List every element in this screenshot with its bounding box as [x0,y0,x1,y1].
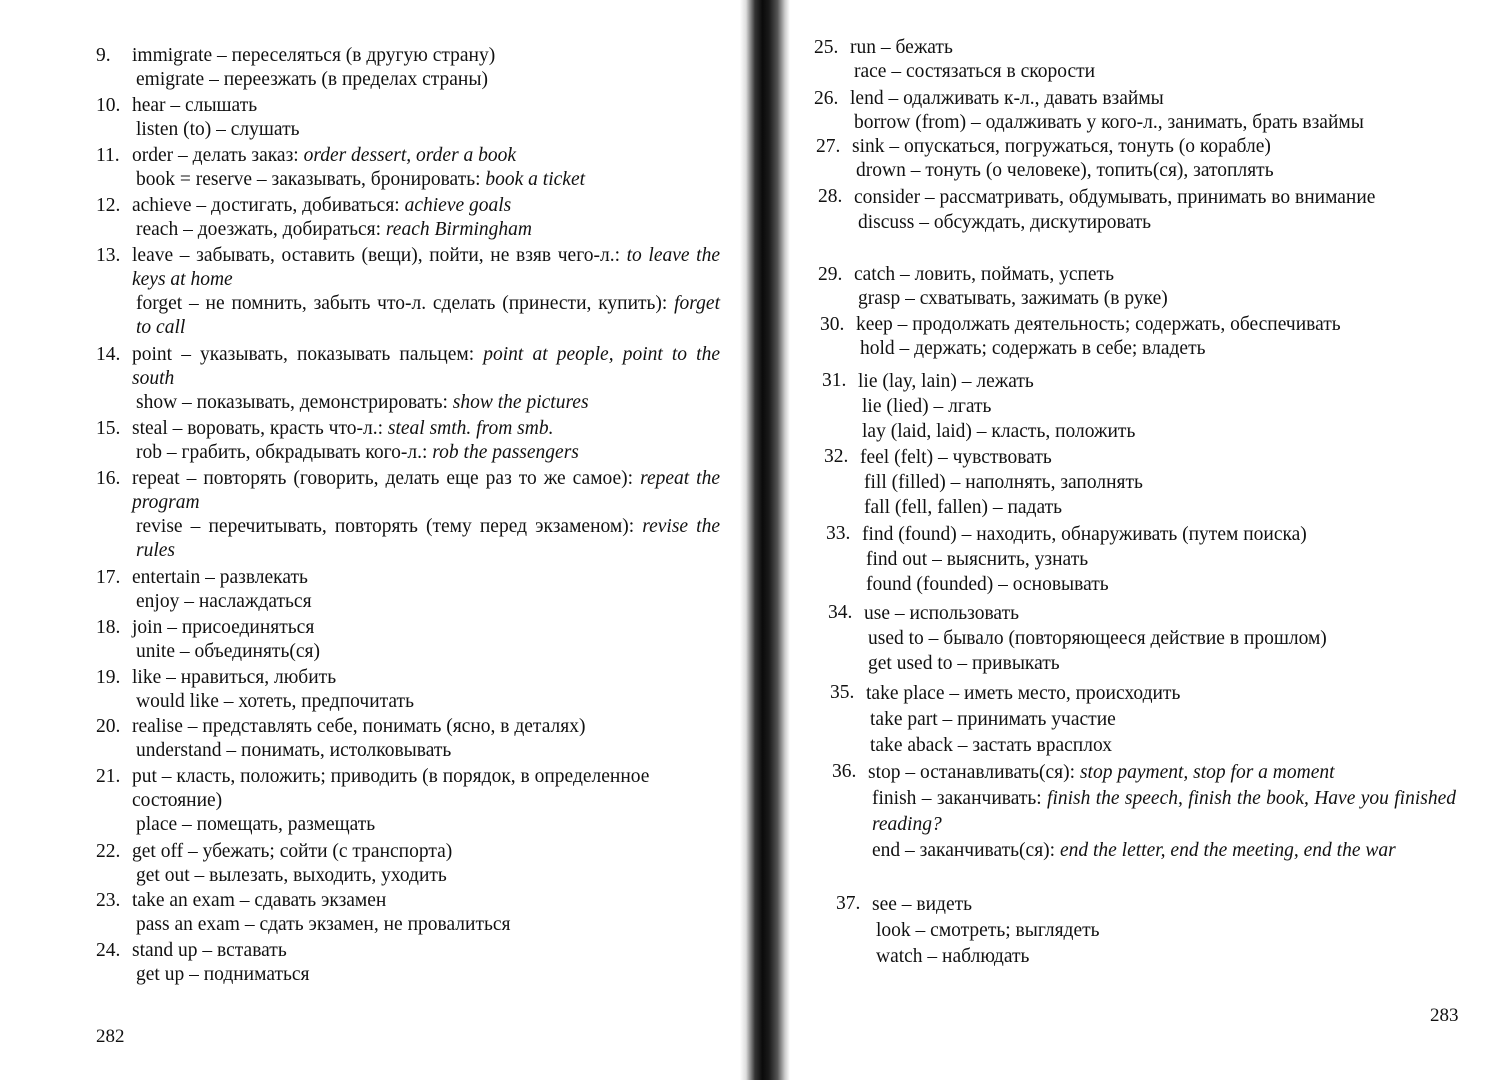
term-sub: reach – доезжать, добираться: [136,219,386,240]
example-text: to leave the keys at home [132,245,721,290]
term-sub: get up – подниматься [136,964,310,985]
entry-number: 12. [96,195,121,216]
entry-number: 18. [96,617,121,638]
entry-14 [96,343,720,415]
page-number-left: 282 [96,1026,125,1047]
entry-12 [96,194,726,242]
term-sub: used to – бывало (повторяющееся действие в прошлом) [868,628,1327,649]
example-text: book a ticket [485,169,586,190]
example-text: steal smth. from smb. [387,418,554,439]
entry-number: 27. [816,136,841,157]
example-text: order dessert, order a book [303,145,517,166]
entry-number: 16. [96,468,121,489]
term-sub: hold – держать; содержать в себе; владеть [860,338,1206,359]
entry-number: 23. [96,890,121,911]
entry-9 [96,44,726,92]
term-sub: lie (lied) – лгать [862,396,992,417]
term-sub: fill (filled) – наполнять, заполнять [864,472,1143,493]
term-sub: understand – понимать, истолковывать [136,740,452,761]
right-page [790,0,1502,1080]
term-main: run – бежать [850,37,953,58]
term-sub: would like – хотеть, предпочитать [136,691,414,712]
entry-number: 34. [828,602,853,623]
entry-number: 37. [836,893,861,914]
entry-number: 20. [96,716,121,737]
term-main: keep – продолжать деятельность; содержать, обеспечивать [856,314,1341,335]
entry-number: 14. [96,344,121,365]
entry-number: 26. [814,88,839,109]
term-main: take place – иметь место, происходить [866,683,1181,704]
example-text: show the pictures [452,392,589,413]
example-text: reach Birmingham [385,219,532,240]
term-main: sink – опускаться, погружаться, тонуть (о корабле) [852,136,1271,157]
entry-15 [96,417,726,465]
term-sub: discuss – обсуждать, дискутировать [858,212,1152,233]
term-sub: fall (fell, fallen) – падать [864,497,1063,518]
term-sub: lay (laid, laid) – класть, положить [862,421,1136,442]
term-sub: forget – не помнить, забыть что-л. сделать (принести, купить): [136,293,675,314]
entry-21 [96,765,724,837]
entry-22 [96,840,726,888]
term-sub: end – заканчивать(ся): [872,840,1060,861]
term-sub: book = reserve – заказывать, бронировать: [136,169,486,190]
term-sub: listen (to) – слушать [136,119,300,140]
entry-20 [96,715,726,763]
term-main: hear – слышать [132,95,258,116]
entry-24 [96,939,726,987]
term-main: join – присоединяться [132,617,315,638]
entry-25 [814,36,1484,84]
entry-number: 36. [832,761,857,782]
term-sub: grasp – схватывать, зажимать (в руке) [858,288,1168,309]
entry-13 [96,244,720,340]
term-sub: look – смотреть; выглядеть [876,920,1100,941]
example-text: achieve goals [404,195,512,216]
term-sub: take aback – застать врасплох [870,735,1112,756]
entry-number: 29. [818,264,843,285]
term-main: catch – ловить, поймать, успеть [854,264,1114,285]
entry-number: 32. [824,446,849,467]
term-sub: drown – тонуть (о человеке), топить(ся), затоплять [856,160,1274,181]
entry-17 [96,566,726,614]
term-sub: revise – перечитывать, повторять (тему перед экзаменом): [136,516,643,537]
term-main: steal – воровать, красть что-л.: [132,418,388,439]
term-sub: take part – принимать участие [870,709,1116,730]
entry-number: 21. [96,766,121,787]
entry-number: 13. [96,245,121,266]
term-sub: emigrate – переезжать (в пределах страны) [136,69,488,90]
entry-29 [818,263,1484,311]
entry-number: 22. [96,841,121,862]
term-main: point – указывать, показывать пальцем: [132,344,484,365]
entry-28 [818,185,1440,235]
example-text: rob the passengers [432,442,579,463]
term-main: like – нравиться, любить [132,667,337,688]
term-main: find (found) – находить, обнаруживать (путем поиска) [862,524,1307,545]
term-sub: unite – объединять(ся) [136,641,320,662]
term-main: entertain – развлекать [132,567,308,588]
entry-number: 10. [96,95,121,116]
entry-18 [96,616,726,664]
entry-31 [822,369,1482,444]
entry-number: 11. [96,145,120,166]
left-page [0,0,740,1080]
term-sub: finish – заканчивать: [872,788,1048,809]
term-main: lend – одалживать к-л., давать взаймы [850,88,1164,109]
example-text: stop payment, stop for a moment [1079,762,1335,783]
entry-19 [96,666,726,714]
entry-number: 35. [830,682,855,703]
entry-number: 28. [818,186,843,207]
example-text: end the letter, end the meeting, end the war [1059,840,1396,861]
example-text: point at people, point to the south [132,344,720,389]
entry-34 [828,601,1488,676]
example-text: forget to call [136,293,720,338]
term-main: order – делать заказ: [132,145,304,166]
term-sub: place – помещать, размещать [136,814,376,835]
entry-number: 24. [96,940,121,961]
entry-30 [820,313,1484,361]
term-main: get off – убежать; сойти (с транспорта) [132,841,453,862]
term-main: stop – останавливать(ся): [868,762,1080,783]
entry-27 [816,135,1484,183]
page-number-right: 283 [1430,1005,1459,1026]
entry-23 [96,889,726,937]
entry-number: 15. [96,418,121,439]
example-text: repeat the program [132,468,721,513]
entry-number: 33. [826,523,851,544]
term-main: consider – рассматривать, обдумывать, принимать во внимание [854,187,1376,208]
term-main: put – класть, положить; приводить (в порядок, в определенное состояние) [132,766,650,811]
term-sub: found (founded) – основывать [866,574,1109,595]
entry-36 [832,760,1456,864]
entry-number: 19. [96,667,121,688]
entry-number: 31. [822,370,847,391]
term-main: realise – представлять себе, понимать (ясно, в деталях) [132,716,586,737]
entry-number: 25. [814,37,839,58]
entry-number: 9. [96,45,111,66]
term-main: feel (felt) – чувствовать [860,447,1052,468]
term-sub: race – состязаться в скорости [854,61,1096,82]
term-sub: pass an exam – сдать экзамен, не провалиться [136,914,511,935]
term-sub: enjoy – наслаждаться [136,591,312,612]
example-text: revise the rules [136,516,720,561]
term-main: repeat – повторять (говорить, делать еще раз то же самое): [132,468,641,489]
term-main: stand up – вставать [132,940,287,961]
term-sub: show – показывать, демонстрировать: [136,392,453,413]
term-sub: watch – наблюдать [876,946,1030,967]
entry-16 [96,467,720,563]
term-sub: borrow (from) – одалживать у кого-л., занимать, брать взаймы [854,112,1364,133]
example-text: finish the speech, finish the book, Have you finished reading? [872,788,1456,835]
term-sub: rob – грабить, обкрадывать кого-л.: [136,442,433,463]
entry-number: 17. [96,567,121,588]
entry-35 [830,681,1480,759]
term-main: use – использовать [864,603,1019,624]
book-gutter [740,0,790,1080]
entry-11 [96,144,726,192]
term-sub: get used to – привыкать [868,653,1060,674]
entry-32 [824,445,1484,520]
entry-33 [826,522,1486,597]
term-sub: find out – выяснить, узнать [866,549,1089,570]
term-main: achieve – достигать, добиваться: [132,195,405,216]
term-main: leave – забывать, оставить (вещи), пойти, не взяв чего-л.: [132,245,627,266]
entry-10 [96,94,726,142]
entry-26 [814,87,1484,135]
term-main: see – видеть [872,894,973,915]
entry-37 [836,892,1476,970]
term-main: lie (lay, lain) – лежать [858,371,1034,392]
term-main: take an exam – сдавать экзамен [132,890,387,911]
term-sub: get out – вылезать, выходить, уходить [136,865,447,886]
term-main: immigrate – переселяться (в другую страну) [132,45,496,66]
entry-number: 30. [820,314,845,335]
